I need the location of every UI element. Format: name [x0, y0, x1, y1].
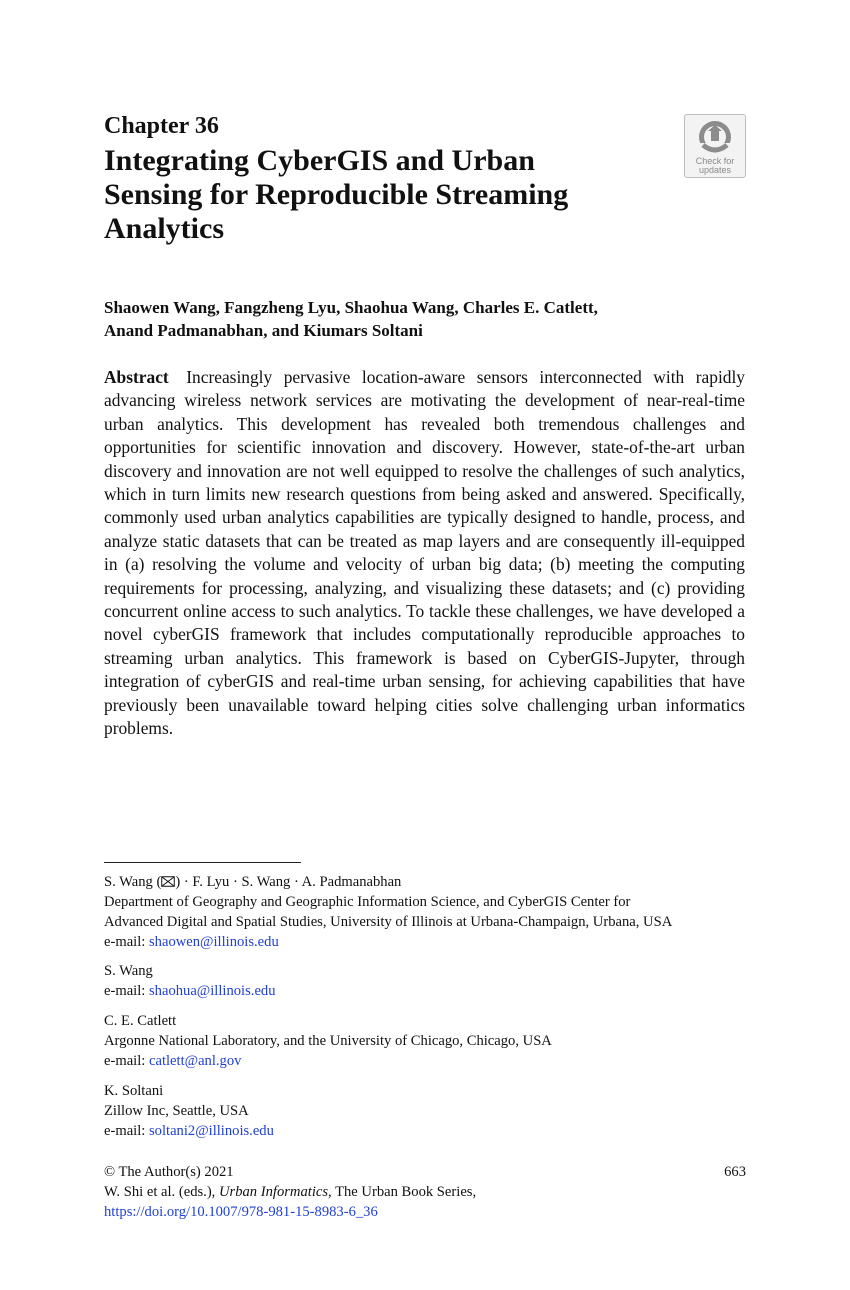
- badge-line: updates: [698, 165, 732, 175]
- affiliation-names: S. Wang: [104, 963, 153, 979]
- affiliation-line: Argonne National Laboratory, and the University of Chicago, Chicago, USA: [104, 1033, 552, 1049]
- affiliation-block: [104, 1081, 754, 1141]
- book-citation: W. Shi et al. (eds.), Urban Informatics, The Urban Book Series,: [104, 1184, 477, 1200]
- envelope-icon: [161, 876, 175, 887]
- author-line: Anand Padmanabhan, and Kiumars Soltani: [104, 321, 423, 340]
- email-link[interactable]: soltani2@illinois.edu: [148, 1123, 274, 1139]
- check-for-updates-badge[interactable]: [684, 114, 746, 178]
- affiliation-block: [104, 872, 754, 952]
- title-line: Integrating CyberGIS and Urban: [104, 144, 535, 177]
- author-list: [104, 296, 744, 342]
- email-link[interactable]: shaowen@illinois.edu: [148, 934, 279, 950]
- affiliation-block: [104, 961, 754, 1001]
- title-line: Sensing for Reproducible Streaming: [104, 178, 569, 211]
- check-for-updates-icon: [697, 119, 733, 155]
- doi-link[interactable]: https://doi.org/10.1007/978-981-15-8983-6_36: [104, 1204, 378, 1220]
- affiliation-line: Department of Geography and Geographic Information Science, and CyberGIS Center for: [104, 894, 631, 910]
- author-line: Shaowen Wang, Fangzheng Lyu, Shaohua Wang, Charles E. Catlett,: [104, 298, 598, 317]
- affiliation-names: K. Soltani: [104, 1083, 164, 1099]
- affiliation-email-line: e-mail: soltani2@illinois.edu: [104, 1123, 274, 1139]
- badge-line: Check for: [695, 156, 735, 166]
- title-line: Analytics: [104, 212, 224, 245]
- affiliation-names: S. Wang ( ) · F. Lyu · S. Wang · A. Padmanabhan: [104, 874, 402, 890]
- copyright-line: © The Author(s) 2021: [104, 1164, 234, 1180]
- abstract-body: Increasingly pervasive location-aware sensors interconnected with rapidly advancing wireless network services are motivating the development of near-real-time urban analytics. This development has revealed both tremendous challenges and opportunities for scientific innovation and discovery. However, state-of-the-art urban discovery and innovation are not well equipped to resolve the challenges of such analytics, which in turn limits new research questions from being asked and answered. Specifically, commonly used urban analytics capabilities are typically designed to handle, process, and analyze static datasets that can be treated as map layers and are consequently ill-equipped in (a) resolving the volume and velocity of urban big data; (b) meeting the computing requirements for processing, analyzing, and visualizing these datasets; and (c) providing concurrent online access to such analytics. To tackle these challenges, we have developed a novel cyberGIS framework that includes computationally reproducible approaches to streaming urban analytics. This framework is based on CyberGIS-Jupyter, through integration of cyberGIS and real-time urban sensing, for achieving capabilities that have previously been unavailable toward helping cities solve challenging urban informatics problems.: [104, 367, 745, 739]
- affiliation-line: Advanced Digital and Spatial Studies, University of Illinois at Urbana-Champaign, Urbana, USA: [104, 914, 673, 930]
- publication-footer: [104, 1162, 476, 1222]
- affiliation-email-line: e-mail: shaowen@illinois.edu: [104, 934, 279, 950]
- affiliation-block: [104, 1011, 754, 1071]
- chapter-title: [104, 144, 664, 246]
- affiliation-names: C. E. Catlett: [104, 1013, 177, 1029]
- abstract: [104, 366, 745, 741]
- email-link[interactable]: shaohua@illinois.edu: [148, 983, 276, 999]
- abstract-heading: Abstract: [104, 367, 169, 387]
- affiliation-email-line: e-mail: shaohua@illinois.edu: [104, 983, 276, 999]
- footnote-rule: [104, 862, 301, 863]
- affiliation-email-line: e-mail: catlett@anl.gov: [104, 1053, 242, 1069]
- email-link[interactable]: catlett@anl.gov: [148, 1053, 242, 1069]
- affiliation-line: Zillow Inc, Seattle, USA: [104, 1103, 249, 1119]
- chapter-label: Chapter 36: [104, 113, 219, 139]
- page-number: 663: [724, 1164, 746, 1180]
